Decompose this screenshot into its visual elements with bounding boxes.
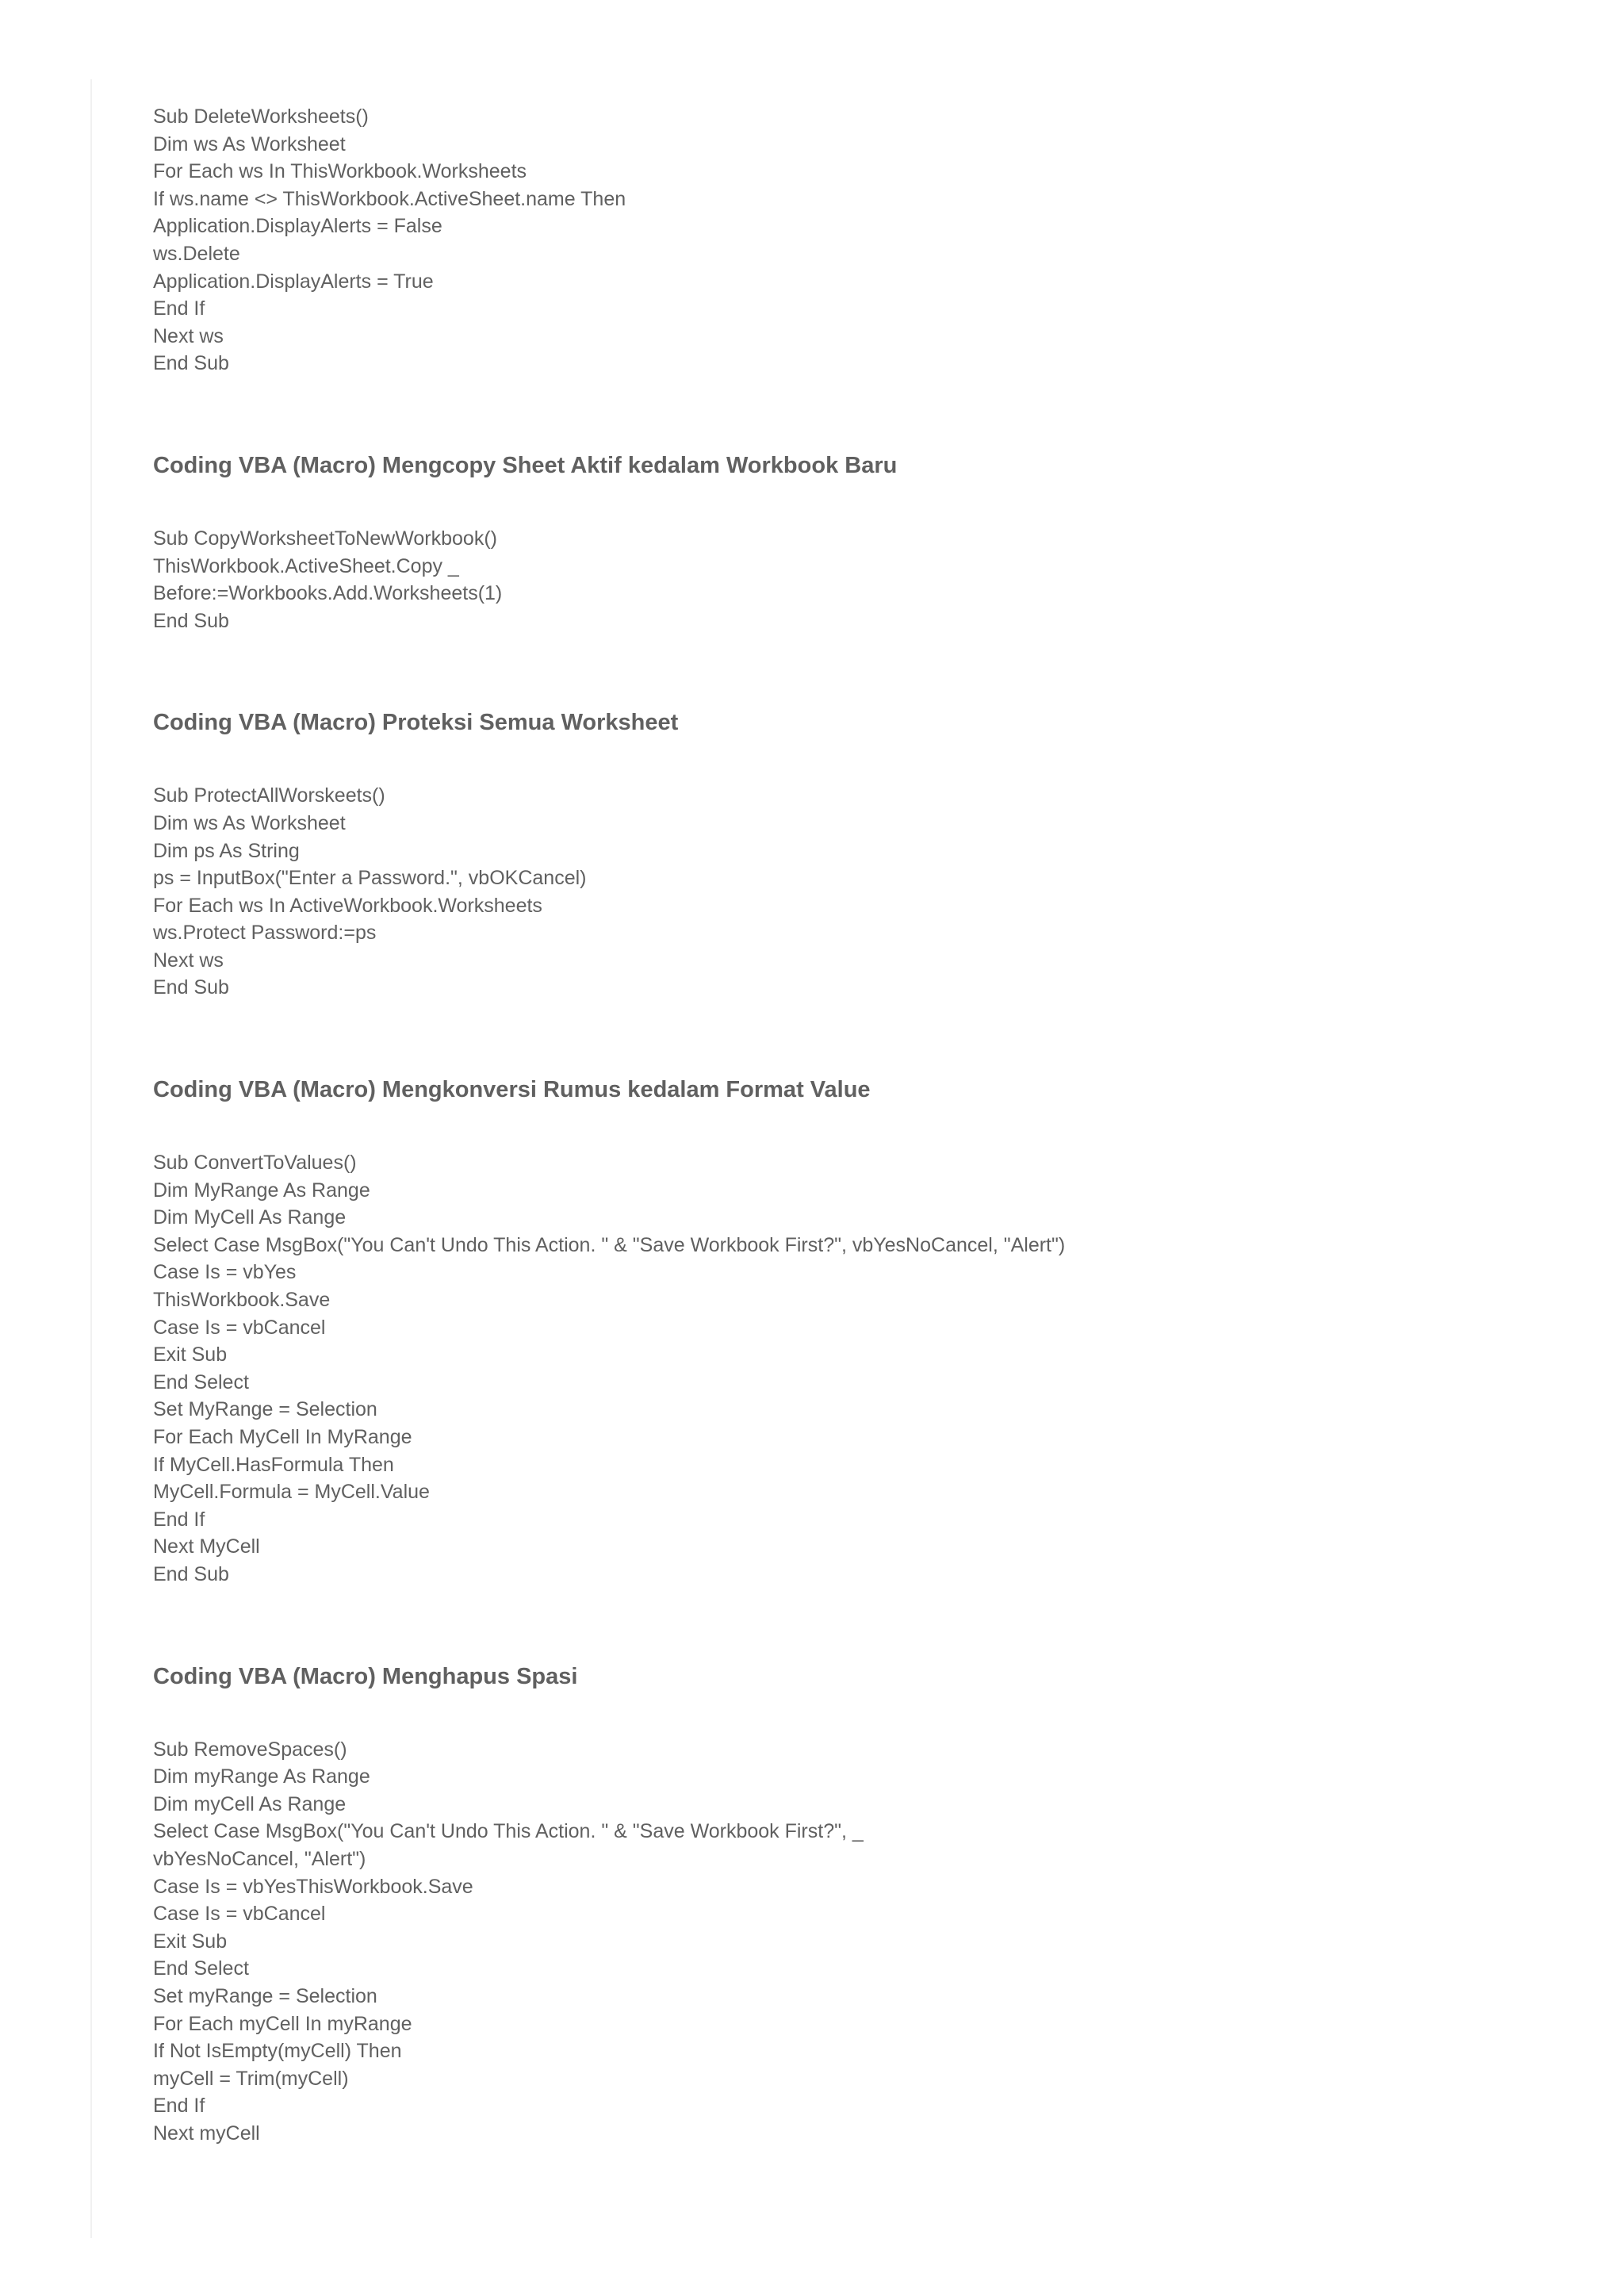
code-line: ThisWorkbook.Save: [153, 1289, 331, 1312]
code-block: [153, 525, 1549, 634]
code-line: If MyCell.HasFormula Then: [153, 1453, 394, 1476]
section-spacer: [153, 378, 1549, 450]
code-line: Dim ws As Worksheet: [153, 811, 346, 834]
code-line: Exit Sub: [153, 1930, 228, 1953]
code-block: [153, 782, 1549, 1002]
code-line: Exit Sub: [153, 1343, 228, 1366]
code-block: [153, 103, 1549, 378]
code-line: For Each myCell In myRange: [153, 2012, 412, 2035]
code-line: Case Is = vbYes: [153, 1261, 297, 1284]
code-line: For Each MyCell In MyRange: [153, 1426, 412, 1448]
code-line: End Sub: [153, 352, 229, 375]
heading-spacer: [153, 481, 1549, 525]
code-line: Before:=Workbooks.Add.Worksheets(1): [153, 582, 503, 605]
code-line: Case Is = vbCancel: [153, 1903, 326, 1926]
section-spacer: [153, 634, 1549, 707]
code-line: myCell = Trim(myCell): [153, 2067, 349, 2090]
code-line: Application.DisplayAlerts = False: [153, 215, 442, 238]
code-line: For Each ws In ActiveWorkbook.Worksheets: [153, 894, 542, 917]
code-line: End If: [153, 2095, 205, 2118]
code-line: ThisWorkbook.ActiveSheet.Copy _: [153, 554, 459, 577]
code-line: Case Is = vbYesThisWorkbook.Save: [153, 1875, 473, 1898]
code-line: Sub ProtectAllWorskeets(): [153, 784, 385, 807]
code-line: Select Case MsgBox("You Can't Undo This Action. " & "Save Workbook First?", vbYesNoCancel, "Alert"): [153, 1233, 1066, 1256]
code-line: End Select: [153, 1957, 249, 1980]
code-line: Dim ws As Worksheet: [153, 132, 346, 155]
code-line: Sub CopyWorksheetToNewWorkbook(): [153, 527, 497, 550]
heading-spacer: [153, 1692, 1549, 1736]
code-line: For Each ws In ThisWorkbook.Worksheets: [153, 160, 527, 183]
code-line: Select Case MsgBox("You Can't Undo This Action. " & "Save Workbook First?", _: [153, 1820, 864, 1843]
code-line: Sub DeleteWorksheets(): [153, 105, 369, 128]
section-heading: Coding VBA (Macro) Menghapus Spasi: [153, 1663, 578, 1689]
section-heading: Coding VBA (Macro) Mengkonversi Rumus kedalam Format Value: [153, 1077, 871, 1103]
code-line: Set myRange = Selection: [153, 1984, 377, 2007]
code-line: Dim myCell As Range: [153, 1792, 347, 1815]
code-line: If Not IsEmpty(myCell) Then: [153, 2040, 402, 2063]
code-line: If ws.name <> ThisWorkbook.ActiveSheet.name Then: [153, 187, 626, 210]
document-content: [153, 103, 1549, 2147]
code-line: Next ws: [153, 949, 224, 972]
code-line: Sub ConvertToValues(): [153, 1152, 357, 1175]
code-line: Next myCell: [153, 2122, 260, 2145]
section-heading: Coding VBA (Macro) Proteksi Semua Worksheet: [153, 710, 679, 736]
code-block: [153, 1149, 1549, 1589]
code-line: vbYesNoCancel, "Alert"): [153, 1847, 366, 1870]
code-line: Next MyCell: [153, 1535, 260, 1558]
code-line: End If: [153, 1508, 205, 1531]
code-line: End Sub: [153, 609, 229, 632]
code-line: Dim myRange As Range: [153, 1765, 370, 1788]
section-spacer: [153, 1589, 1549, 1661]
section-heading: Coding VBA (Macro) Mengcopy Sheet Aktif kedalam Workbook Baru: [153, 452, 898, 478]
heading-spacer: [153, 738, 1549, 782]
code-line: ws.Protect Password:=ps: [153, 922, 377, 945]
code-line: Sub RemoveSpaces(): [153, 1738, 347, 1761]
code-line: Dim MyRange As Range: [153, 1179, 370, 1202]
code-line: MyCell.Formula = MyCell.Value: [153, 1481, 430, 1504]
heading-spacer: [153, 1106, 1549, 1149]
code-line: Application.DisplayAlerts = True: [153, 270, 434, 293]
code-line: End Sub: [153, 976, 229, 999]
code-line: Next ws: [153, 324, 224, 347]
code-line: Set MyRange = Selection: [153, 1398, 377, 1421]
section-spacer: [153, 1002, 1549, 1074]
code-line: Dim MyCell As Range: [153, 1206, 347, 1229]
code-line: ps = InputBox("Enter a Password.", vbOKCancel): [153, 867, 587, 890]
code-line: Case Is = vbCancel: [153, 1316, 326, 1339]
code-line: End Select: [153, 1370, 249, 1393]
code-line: End If: [153, 297, 205, 320]
code-line: End Sub: [153, 1562, 229, 1585]
left-margin-rule: [90, 79, 92, 2238]
code-line: Dim ps As String: [153, 839, 300, 862]
code-block: [153, 1736, 1549, 2148]
code-line: ws.Delete: [153, 242, 240, 265]
